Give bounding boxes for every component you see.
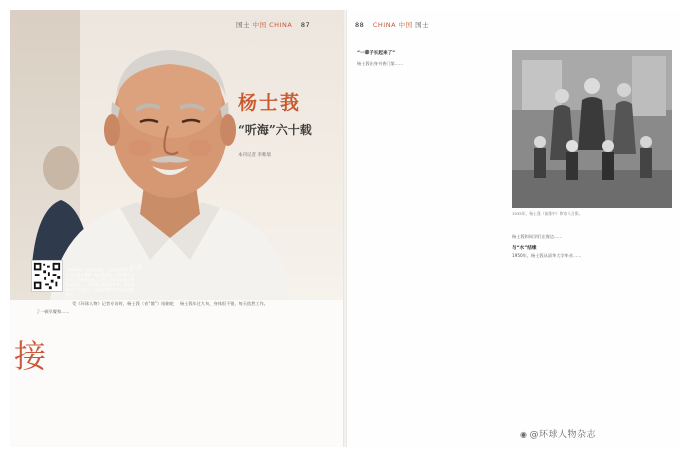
weibo-watermark (520, 427, 596, 440)
photo-tag: 杨士莪 (130, 264, 142, 269)
watermark-text: @环球人物杂志 (529, 430, 596, 440)
weibo-icon: ◉ (520, 430, 528, 439)
article-title: 杨士莪 (238, 92, 302, 114)
right-body-column-1: 杨士莪出身书香门第…… (357, 61, 404, 66)
left-page-header (236, 20, 310, 29)
header-brand: 中国 CHINA (252, 21, 293, 29)
dropcap: 接 (14, 337, 47, 375)
page-number: 88 (355, 21, 365, 29)
header-brand: CHINA 中国 (372, 21, 413, 29)
article-title-block (238, 88, 338, 158)
left-body-column-2: 杨士莪年过九旬，身体很不错，每天依然工作。 (180, 301, 268, 306)
byline: 本刊记者 李唯瑞 (238, 153, 271, 158)
section-heading: 与“水”结缘 (512, 245, 537, 251)
left-body-column-1: 受《环球人物》记者专访时，杨士莪（音“饿”）刚刚吃了一顿早餐和…… (36, 301, 174, 314)
article-subtitle: “听海”六十载 (238, 123, 312, 137)
family-photo (512, 50, 672, 208)
section-heading: “一辈子长起来了” (357, 51, 396, 56)
right-body-column-2 (512, 233, 670, 443)
page-number: 87 (300, 21, 311, 29)
photo-caption: 1935年，杨士莪（前排中）和家人合影。 (512, 211, 583, 216)
right-page-header (355, 20, 429, 29)
qr-code-icon (31, 260, 63, 292)
section-2-text: 1950年，杨士莪从清华大学毕业…… (512, 253, 582, 259)
header-section: 国士 (415, 21, 430, 29)
right-page (347, 10, 680, 447)
right-body-column-2-text: 杨士莪和同学们在海边…… (512, 234, 563, 239)
hero-photo (10, 10, 343, 300)
photo-caption: 1950年秋，在大连海港，大连工学院学生许玉玉杨士莪等一起合影留念，杨士莪在大连第三实验幼儿园，大连工学院学生杨士莪站前排右二，中国著名的雷达专家，中央电视台专门采访……他是中国声学学会前任理事长。 (66, 268, 135, 297)
portrait-photo (50, 38, 290, 300)
header-section: 国士 (236, 21, 250, 29)
